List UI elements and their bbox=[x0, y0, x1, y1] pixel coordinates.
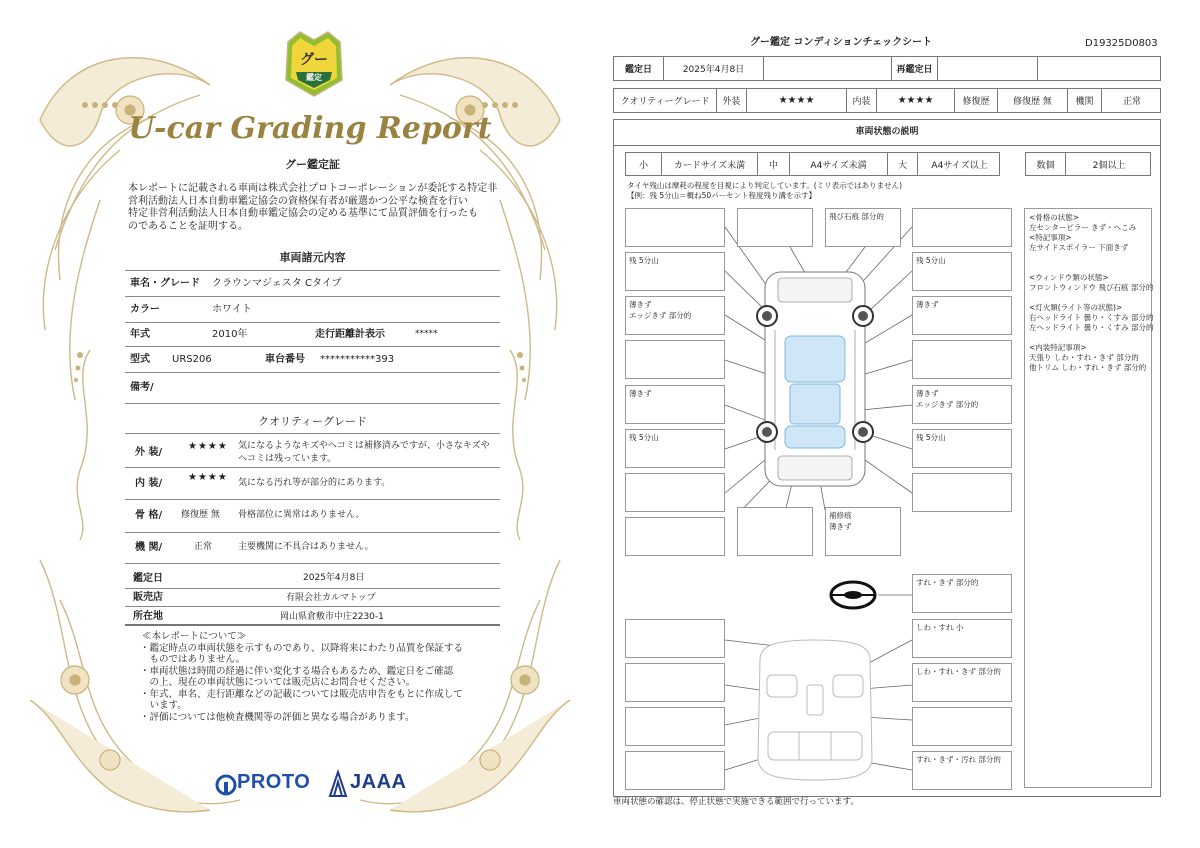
damage-text: 薄きず エッジきず 部分的 bbox=[629, 300, 692, 320]
document-id: D19325D0803 bbox=[1085, 38, 1158, 49]
damage-text: 薄きず bbox=[629, 389, 652, 398]
interior-label: 内 装/ bbox=[135, 478, 163, 489]
note-line: います。 bbox=[140, 700, 187, 711]
interior-stars: ★★★★ bbox=[188, 472, 228, 483]
damage-box bbox=[912, 751, 1012, 790]
note-line: <特記事項> bbox=[1029, 233, 1072, 242]
mileage-label: 走行距離計表示 bbox=[315, 329, 385, 340]
car-interior-icon bbox=[758, 640, 872, 780]
location-label: 所在地 bbox=[133, 611, 163, 622]
sheet-date-value: 2025年4月8日 bbox=[664, 57, 764, 80]
damage-text: 薄きず bbox=[916, 300, 939, 309]
sheet-date-label: 鑑定日 bbox=[614, 57, 664, 80]
legend-large: 大 bbox=[888, 153, 918, 175]
shop-label: 販売店 bbox=[133, 592, 163, 603]
steering-wheel-icon bbox=[831, 582, 875, 608]
divider bbox=[125, 532, 500, 533]
exterior-text-2: ヘコミは残っています。 bbox=[238, 454, 337, 464]
badge-bottom-text: 鑑定 bbox=[306, 73, 322, 82]
engine-label: 機 関/ bbox=[135, 542, 163, 553]
sheet-repair-label: 修復歴 bbox=[955, 89, 998, 112]
note-line: 左センターピラー きず・へこみ bbox=[1029, 223, 1137, 232]
report-notes bbox=[140, 631, 495, 723]
sheet-interior-label: 内装 bbox=[847, 89, 877, 112]
sheet-title: グー鑑定 コンディションチェックシート bbox=[750, 37, 933, 48]
reappraisal-label: 再鑑定日 bbox=[892, 57, 938, 80]
jaaa-logo: JAAA bbox=[350, 771, 407, 793]
location-value: 岡山県倉敷市中庄2230-1 bbox=[280, 612, 384, 622]
legend-count: 数個 bbox=[1026, 153, 1066, 175]
exterior-stars: ★★★★ bbox=[188, 441, 228, 452]
damage-box bbox=[625, 707, 725, 746]
damage-box bbox=[625, 663, 725, 702]
note-line: <骨格の状態> bbox=[1029, 213, 1080, 222]
damage-box bbox=[625, 751, 725, 790]
model-label: 型式 bbox=[130, 354, 150, 365]
damage-text: 残 5分山 bbox=[629, 433, 659, 442]
damage-box bbox=[625, 473, 725, 512]
legend-large-desc: A4サイズ以上 bbox=[931, 160, 988, 171]
year-label: 年式 bbox=[130, 329, 150, 340]
exterior-label: 外 装/ bbox=[135, 447, 163, 458]
damage-box bbox=[625, 619, 725, 658]
engine-text: 主要機関に不具合はありません。 bbox=[238, 542, 374, 552]
damage-box bbox=[912, 252, 1012, 291]
damage-box bbox=[912, 385, 1012, 424]
sheet-engine-label: 機関 bbox=[1068, 89, 1102, 112]
note-line: ものではありません。 bbox=[140, 654, 246, 665]
note-line: の上、現在の車両状態については販売店にお問合せください。 bbox=[140, 677, 416, 688]
note-line: <内装特記事項> bbox=[1029, 343, 1087, 352]
divider bbox=[125, 296, 500, 297]
sheet-exterior-stars: ★★★★ bbox=[747, 89, 847, 112]
interior-text: 気になる汚れ等が部分的にあります。 bbox=[238, 478, 391, 488]
divider bbox=[125, 322, 500, 323]
tire-note-1: タイヤ残山は摩耗の程度を目視により判定しています。(ミリ表示ではありません) bbox=[627, 181, 903, 190]
damage-box bbox=[625, 296, 725, 335]
divider bbox=[125, 606, 500, 607]
car-name-label: 車名・グレード bbox=[130, 278, 200, 289]
body-line: 本レポートに記載される車両は株式会社プロトコーポレーションが委託する特定非 bbox=[128, 183, 498, 194]
damage-box bbox=[825, 208, 901, 247]
mileage-value: ***** bbox=[415, 329, 438, 339]
specs-heading: 車両諸元内容 bbox=[279, 251, 346, 264]
report-title bbox=[128, 100, 492, 160]
divider bbox=[125, 624, 500, 626]
legend-mid-desc: A4サイズ未満 bbox=[790, 153, 888, 175]
divider bbox=[125, 372, 500, 373]
badge-top-text: グー bbox=[300, 52, 328, 68]
note-line: ・評価については他検査機関等の評価と異なる場合があります。 bbox=[140, 711, 415, 723]
damage-box bbox=[625, 517, 725, 556]
proto-mark-icon bbox=[215, 774, 237, 796]
legend-count-desc: 2個以上 bbox=[1092, 160, 1126, 171]
damage-box bbox=[912, 663, 1012, 702]
damage-box bbox=[625, 429, 725, 468]
damage-box bbox=[912, 473, 1012, 512]
legend-small-desc: カードサイズ未満 bbox=[662, 153, 758, 175]
sheet-engine-value: 正常 bbox=[1122, 97, 1141, 107]
damage-text: しわ・すれ・きず 部分的 bbox=[916, 667, 1001, 676]
status-heading: 車両状態の説明 bbox=[855, 127, 919, 137]
grade-heading: クオリティーグレード bbox=[258, 415, 367, 428]
certificate-heading: グー鑑定証 bbox=[285, 158, 340, 171]
damage-text: 補修痕 薄きず bbox=[829, 511, 852, 531]
body-line: 特定非営利活動法人日本自動車鑑定協会の定める基準にて品質評価を行ったも bbox=[128, 208, 478, 219]
car-top-view-icon bbox=[757, 272, 873, 486]
sheet-repair-value: 修復歴 無 bbox=[998, 89, 1068, 112]
divider bbox=[125, 563, 500, 564]
body-line: 営利活動法人日本自動車鑑定協会の資格保有者が厳選かつ公平な検査を行い bbox=[128, 195, 468, 207]
remarks-label: 備考/ bbox=[130, 382, 154, 393]
damage-text: しわ・すれ 小 bbox=[916, 623, 964, 632]
exterior-text-1: 気になるようなキズやヘコミは補修済みですが、小さなキズや bbox=[238, 441, 490, 451]
condition-check-sheet bbox=[600, 0, 1200, 848]
damage-text: 薄きず エッジきず 部分的 bbox=[916, 389, 979, 409]
damage-box bbox=[625, 208, 725, 247]
damage-text: すれ・きず・汚れ 部分的 bbox=[916, 755, 1001, 764]
note-line: ・鑑定時点の車両状態を示すものであり、以降将来にわたり品質を保証する bbox=[140, 642, 464, 654]
damage-box bbox=[912, 429, 1012, 468]
divider bbox=[125, 433, 500, 434]
frame-value: 修復歴 無 bbox=[181, 510, 220, 520]
damage-box bbox=[912, 619, 1012, 658]
note-line: 左ヘッドライト 曇り・くすみ 部分的 bbox=[1029, 323, 1154, 332]
divider bbox=[125, 403, 500, 404]
divider bbox=[125, 270, 500, 271]
sheet-footer-note: 車両状態の確認は、停止状態で実施できる範囲で行っています。 bbox=[613, 797, 859, 807]
damage-box bbox=[912, 574, 1012, 613]
note-line: <ウィンドウ類の状態> bbox=[1029, 273, 1109, 282]
note-line: 天張り しわ・すれ・きず 部分的 bbox=[1029, 353, 1139, 362]
note-line: フロントウィンドウ 飛び石痕 部分的 bbox=[1029, 283, 1154, 292]
report-title-text: U-car Grading Report bbox=[128, 111, 492, 146]
damage-box bbox=[912, 208, 1012, 247]
damage-box bbox=[625, 385, 725, 424]
proto-logo: PROTO bbox=[237, 771, 311, 793]
damage-text: 残 5分山 bbox=[916, 433, 946, 442]
car-name-value: クラウンマジェスタ Cタイプ bbox=[212, 278, 342, 289]
engine-value: 正常 bbox=[194, 542, 213, 552]
body-line: のであることを証明する。 bbox=[128, 220, 248, 232]
frame-label: 骨 格/ bbox=[135, 510, 163, 521]
note-line: 他トリム しわ・すれ・きず 部分的 bbox=[1029, 363, 1147, 372]
damage-box bbox=[737, 507, 813, 556]
quality-grade-label: クオリティーグレード bbox=[614, 89, 717, 112]
damage-text: 飛び石痕 部分的 bbox=[829, 212, 884, 221]
logo-row bbox=[215, 768, 415, 802]
legend-small: 小 bbox=[626, 153, 662, 175]
damage-box bbox=[912, 296, 1012, 335]
note-line: 左サイドスポイラー 下面きず bbox=[1029, 243, 1129, 252]
certificate-body bbox=[128, 183, 500, 233]
note-line: 右ヘッドライト 曇り・くすみ 部分的 bbox=[1029, 313, 1154, 322]
jaaa-mark-icon bbox=[328, 770, 348, 798]
shop-value: 有限会社カルマトップ bbox=[286, 593, 376, 603]
note-line: ・車両状態は時間の経過に伴い変化する場合もあるため、鑑定日をご確認 bbox=[140, 665, 454, 677]
divider bbox=[125, 588, 500, 589]
damage-box bbox=[912, 340, 1012, 379]
color-value: ホワイト bbox=[212, 304, 252, 315]
damage-box bbox=[625, 252, 725, 291]
damage-text: すれ・きず 部分的 bbox=[916, 578, 979, 587]
tire-note-2: 【例：残 5分山＝概ね50パーセント程度残り溝を示す】 bbox=[627, 191, 817, 200]
date-label: 鑑定日 bbox=[133, 573, 163, 584]
color-label: カラー bbox=[130, 304, 160, 315]
damage-box bbox=[737, 208, 813, 247]
date-value: 2025年4月8日 bbox=[303, 573, 365, 583]
model-value: URS206 bbox=[172, 354, 212, 365]
divider bbox=[125, 499, 500, 500]
note-line: <灯火類(ライト等の状態)> bbox=[1029, 303, 1123, 312]
sheet-interior-stars: ★★★★ bbox=[877, 89, 955, 112]
chassis-label: 車台番号 bbox=[265, 354, 305, 365]
year-value: 2010年 bbox=[212, 329, 248, 340]
damage-text: 残 5分山 bbox=[629, 256, 659, 265]
divider bbox=[125, 467, 500, 468]
damage-text: 残 5分山 bbox=[916, 256, 946, 265]
frame-text: 骨格部位に異常はありません。 bbox=[238, 510, 365, 520]
chassis-value: ***********393 bbox=[320, 354, 395, 365]
divider bbox=[125, 346, 500, 347]
notes-title: ≪本レポートについて≫ bbox=[142, 631, 247, 642]
note-line: ・年式、車名、走行距離などの記載については販売店申告をもとに作成して bbox=[140, 688, 463, 700]
legend-mid: 中 bbox=[758, 153, 790, 175]
sheet-exterior-label: 外装 bbox=[717, 89, 747, 112]
damage-box bbox=[912, 707, 1012, 746]
damage-box bbox=[825, 507, 901, 556]
damage-box bbox=[625, 340, 725, 379]
